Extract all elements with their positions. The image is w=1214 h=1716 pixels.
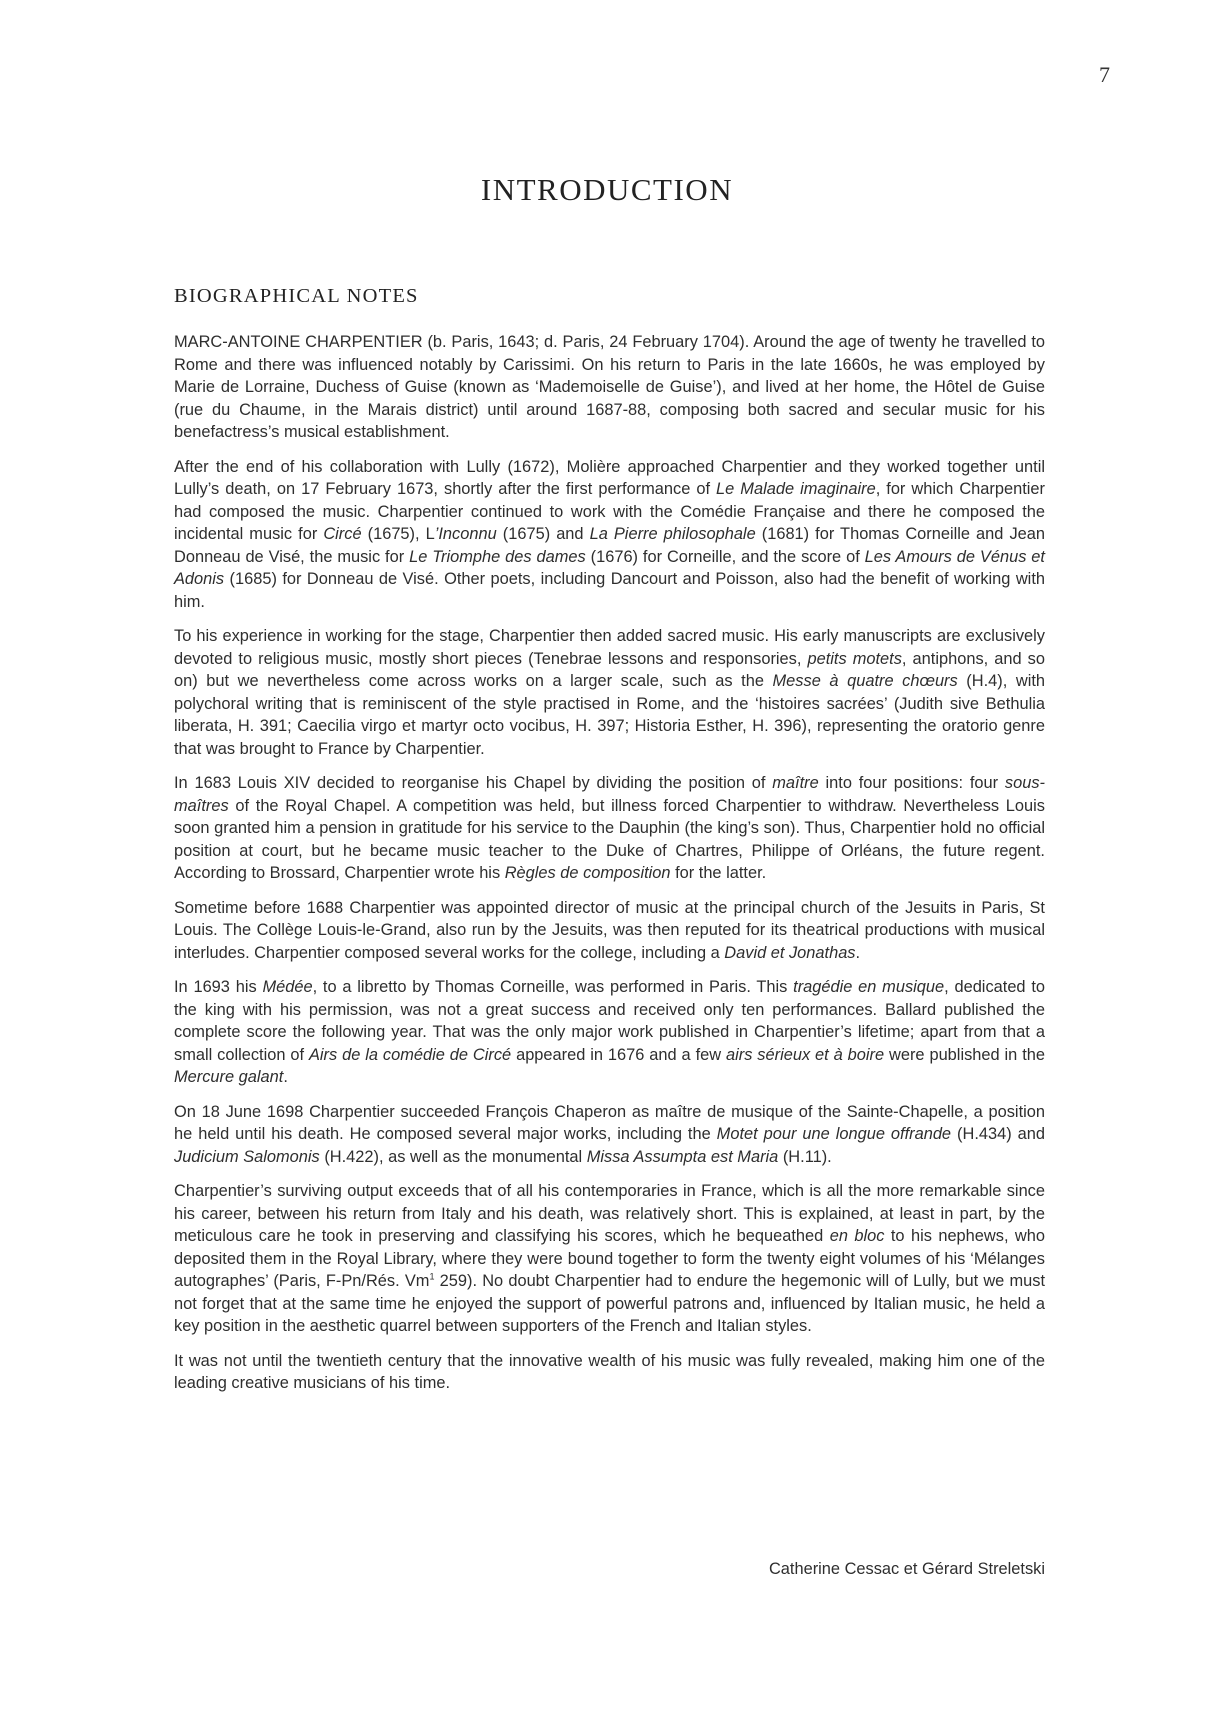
text-run: On 18 June 1698 Charpentier succeeded François Chaperon as maître de musique of the Sainte-Chapelle, a position he held until his death. He composed several major works, including the	[174, 1102, 1045, 1143]
italic-title: airs sérieux et à boire	[725, 1045, 885, 1064]
text-run: into four positions: four	[818, 774, 1005, 792]
text-run: (1675) and	[496, 525, 590, 543]
text-run: Charpentier’s surviving output exceeds that of all his contemporaries in France, which is all the more remarkable since his career, between his return from Italy and his death, was relatively short. This is explained, at least in part, by the meticulous care he took in preserving and classifying his scores, which he bequeathed	[174, 1182, 1045, 1245]
text-run: appeared in 1676 and a few	[511, 1045, 726, 1064]
italic-title: Circé	[323, 525, 362, 543]
text-run: To his experience in working for the stage, Charpentier then added sacred music. His early manuscripts are exclusively devoted to religious music, mostly short pieces (Tenebrae lessons and responsories,	[174, 627, 1045, 668]
text-run: of the Royal Chapel. A competition was held, but illness forced Charpentier to withdraw. Nevertheless Louis soon granted him a pension in gratitude for his service to the Dauphin (the king’s son). Thus, Charpentier hold no official position at court, but he became music teacher to the Duke of Chartres, Philippe of Orléans, the future regent. According to Brossard, Charpentier wrote his	[174, 796, 1045, 882]
text-run: After the end of his collaboration with Lully (1672), Molière approached Charpentier and they worked together until Lully’s death, on 17 February 1673, shortly after the first performance of	[174, 457, 1045, 498]
paragraph	[174, 1180, 1045, 1338]
paragraph	[174, 976, 1045, 1089]
text-run: , dedicated to the king with his permission, was not a great success and received only ten performances. Ballard published the complete score the following year. That was the only major work published in Charpentier’s lifetime; apart from that a small collection of	[174, 978, 1045, 1064]
text-run: for the latter.	[670, 864, 767, 882]
italic-title: sous-maîtres	[174, 774, 1045, 815]
paragraph	[174, 456, 1045, 614]
text-run: (H.422), as well as the monumental	[319, 1147, 587, 1166]
italic-title: Motet pour une longue offrande	[716, 1125, 952, 1143]
body-text	[174, 331, 1045, 1407]
text-run: .	[283, 1068, 288, 1086]
italic-title: Airs de la comédie de Circé	[308, 1045, 512, 1064]
paragraph	[174, 897, 1045, 965]
text-run: to his nephews, who deposited them in the Royal Library, where they were bound together to form the twenty eight volumes of his ‘Mélanges autographes’ (Paris, F-Pn/Rés. Vm	[174, 1227, 1045, 1290]
text-run: (H.11).	[778, 1147, 832, 1166]
paragraph	[174, 331, 1045, 444]
italic-title: ’Inconnu	[434, 525, 497, 543]
text-run: , to a libretto by Thomas Corneille, was performed in Paris. This	[312, 978, 794, 996]
text-run: 259). No doubt Charpentier had to endure the hegemonic will of Lully, but we must not forget that at the same time he enjoyed the support of powerful patrons and, influenced by Italian music, he held a key position in the aesthetic quarrel between supporters of the French and Italian styles.	[174, 1272, 1045, 1335]
paragraph	[174, 625, 1045, 760]
text-run: , for which Charpentier had composed the music. Charpentier continued to work with the Comédie Française and there he composed the incidental music for	[174, 480, 1045, 543]
italic-title: Missa Assumpta est Maria	[586, 1147, 779, 1166]
italic-title: La Pierre philosophale	[589, 525, 756, 543]
text-run: Sometime before 1688 Charpentier was appointed director of music at the principal church of the Jesuits in Paris, St Louis. The Collège Louis-le-Grand, also run by the Jesuits, was then reputed for its theatrical productions with musical interludes. Charpentier composed several works for the college, including a	[174, 898, 1045, 962]
italic-title: Mercure galant	[174, 1068, 284, 1086]
author-signature: Catherine Cessac et Gérard Streletski	[768, 1560, 1045, 1578]
italic-title: Le Malade imaginaire	[716, 480, 876, 498]
italic-title: Règles de composition	[504, 864, 671, 882]
italic-title: Judicium Salomonis	[174, 1147, 320, 1166]
text-run: It was not until the twentieth century that the innovative wealth of his music was fully revealed, making him one of the leading creative musicians of his time.	[174, 1351, 1045, 1392]
section-heading: BIOGRAPHICAL NOTES	[174, 285, 419, 307]
text-run: .	[855, 943, 861, 962]
text-run: (H.4), with polychoral writing that is reminiscent of the style practised in Rome, and the ‘histoires sacrées’ (Judith sive Bethulia liberata, H. 391; Caecilia virgo et martyr octo vocibus, H. 397; Historia Esther, H. 396), representing the oratorio genre that was brought to France by Charpentier.	[174, 672, 1046, 758]
paragraph	[174, 772, 1045, 885]
italic-title: petits motets	[807, 649, 902, 668]
italic-title: Médée	[262, 978, 313, 996]
text-run: MARC-ANTOINE CHARPENTIER (b. Paris, 1643; d. Paris, 24 February 1704). Around the age of twenty he travelled to Rome and there was influenced notably by Carissimi. On his return to Paris in the late 1660s, he was employed by Marie de Lorraine, Duchess of Guise (known as ‘Mademoiselle de Guise’), and lived at her home, the Hôtel de Guise (rue du Chaume, in the Marais district) until around 1687-88, composing both sacred and secular music for his benefactress’s musical establishment.	[174, 333, 1045, 441]
paragraph	[174, 1101, 1045, 1169]
text-run: In 1693 his	[174, 978, 263, 996]
text-run: (H.434) and	[951, 1125, 1045, 1143]
paragraph	[174, 1350, 1045, 1395]
text-run: (1676) for Corneille, and the score of	[585, 547, 865, 566]
italic-title: David et Jonathas	[724, 943, 856, 962]
text-run: were published in the	[884, 1045, 1045, 1064]
superscript-text: 1	[429, 1271, 435, 1282]
italic-title: maître	[772, 774, 819, 792]
text-run: (1675), L	[361, 525, 435, 543]
italic-title: Le Triomphe des dames	[409, 547, 586, 566]
italic-title: Messe à quatre chœurs	[772, 672, 958, 690]
page-number: 7	[1099, 62, 1110, 87]
italic-title: Les Amours de Vénus et Adonis	[174, 547, 1045, 588]
text-run: In 1683 Louis XIV decided to reorganise his Chapel by dividing the position of	[174, 774, 773, 792]
page-title: INTRODUCTION	[480, 172, 734, 207]
text-run: , antiphons, and so on) but we nevertheless come across works on a larger scale, such as the	[174, 649, 1045, 690]
italic-title: tragédie en musique	[793, 978, 945, 996]
text-run: (1685) for Donneau de Visé. Other poets, including Dancourt and Poisson, also had the benefit of working with him.	[174, 570, 1045, 611]
italic-title: en bloc	[829, 1227, 885, 1245]
text-run: (1681) for Thomas Corneille and Jean Donneau de Visé, the music for	[174, 525, 1045, 566]
